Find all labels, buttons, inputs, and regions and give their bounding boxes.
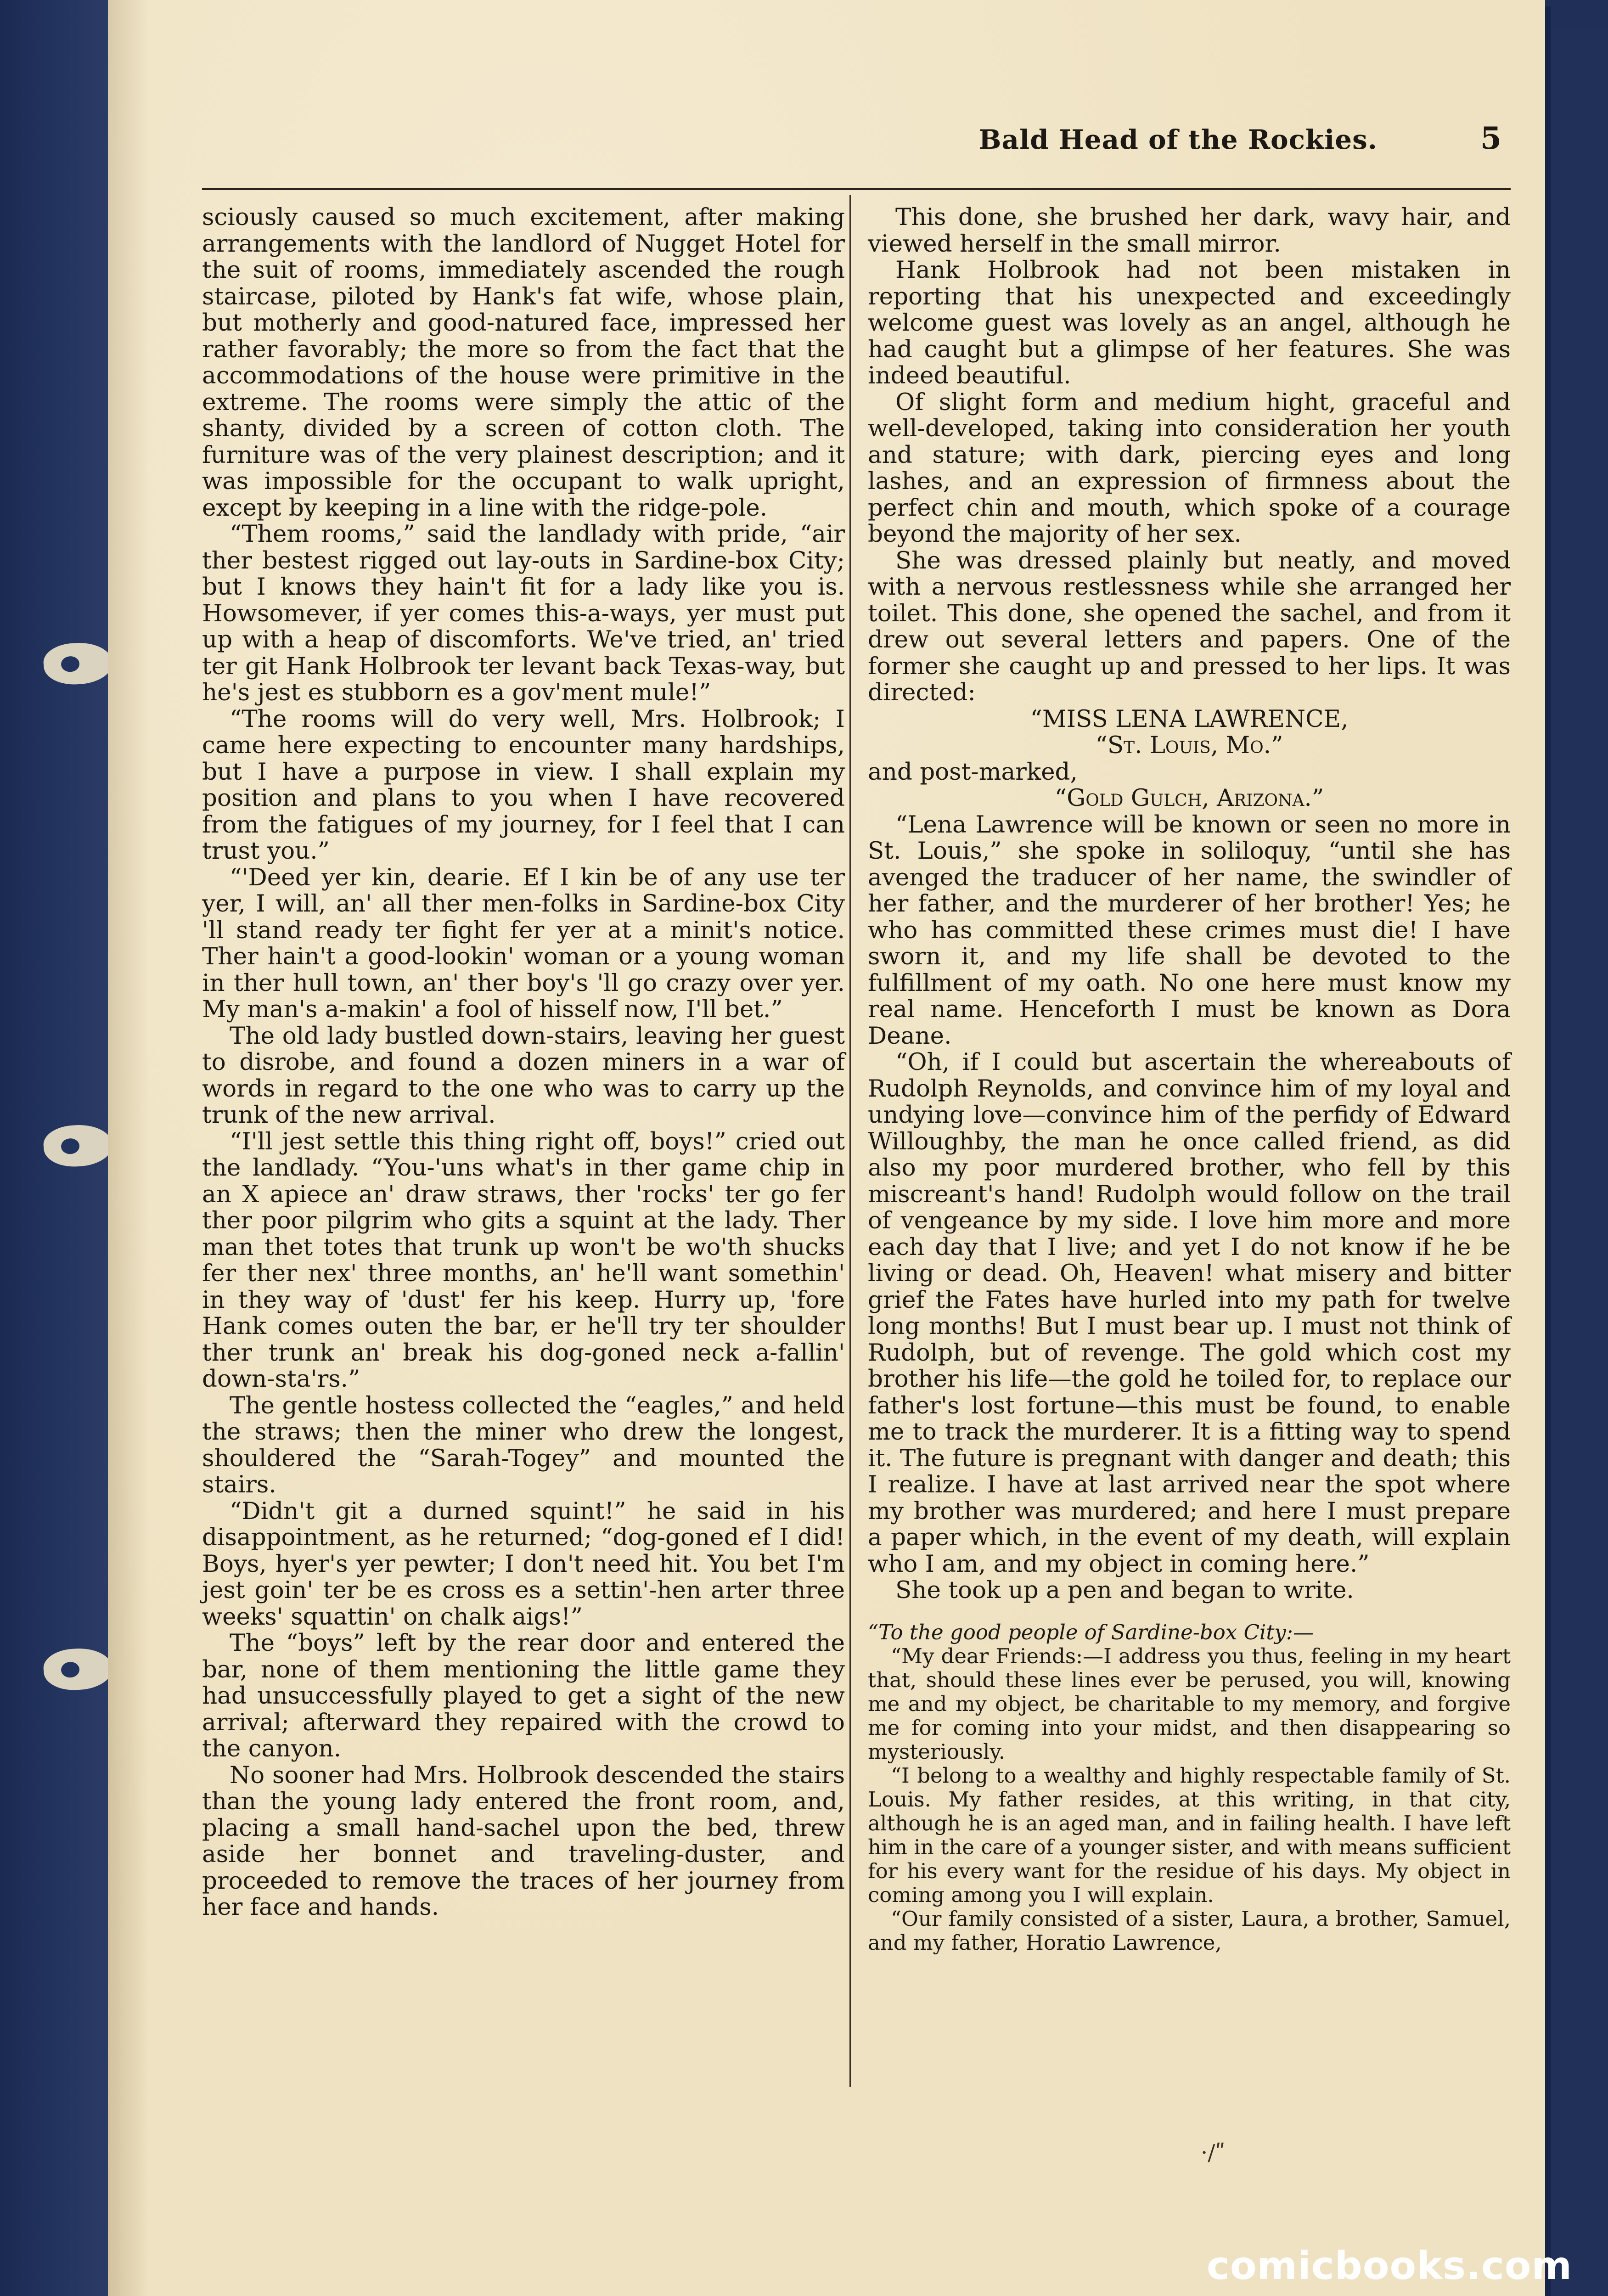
book-page bbox=[108, 0, 1545, 2296]
paragraph: This done, she brushed her dark, wavy hair, and viewed herself in the small mirror. bbox=[868, 203, 1511, 258]
letter-paragraph: “My dear Friends:—I address you thus, feeling in my heart that, should these lines ever be perused, you will, knowing me and my object, be charitable to my memory, and forgive me for coming into your midst, and then disappearing so mysteriously. bbox=[868, 1643, 1511, 1764]
letter-excerpt bbox=[868, 1621, 1511, 1955]
column-rule bbox=[849, 195, 851, 2087]
paragraph: “Oh, if I could but ascertain the whereabouts of Rudolph Reynolds, and convince him of my loyal and undying love—convince him of the perfidy of Edward Willoughby, the man he once called friend, as did also my poor murdered brother, who fell by this miscreant's hand! Rudolph would follow on the trail of vengeance by my side. I love him more and more each day that I live; and yet I do not know if he be living or dead. Oh, Heaven! what misery and bitter grief the Fates have hurled into my path for twelve long months! But I must bear up. I must not think of Rudolph, but of revenge. The gold which cost my brother his life—the gold he toiled for, to replace our father's lost fortune—this must be found, to enable me to track the murderer. It is a fitting way to spend it. The future is pregnant with danger and death; this I realize. I have at last arrived near the spot where my brother was murdered; and here I must prepare a paper which, in the event of my death, will explain who I am, and my object in coming here.” bbox=[868, 1048, 1511, 1578]
running-header bbox=[202, 0, 1511, 190]
binding-stitch bbox=[42, 1646, 114, 1692]
letter-paragraph: “I belong to a wealthy and highly respectable family of St. Louis. My father resides, at this writing, in that city, although he is an aged man, and in failing health. I have left him in the care of a younger sister, and with means sufficient for his every want for the residue of his days. My object in coming among you I will explain. bbox=[868, 1763, 1511, 1907]
paragraph: “'Deed yer kin, dearie. Ef I kin be of any use ter yer, I will, an' all ther men-folks in Sardine-box City 'll stand ready ter fight fer yer at a minit's notice. Ther hain't a good-lookin' woman or a young woman in ther hull town, an' ther boy's 'll go crazy over yer. My man's a-makin' a fool of hisself now, I'll bet.” bbox=[202, 863, 845, 1023]
binding-stitch bbox=[42, 1123, 114, 1169]
postmarked-label: and post-marked, bbox=[868, 758, 1078, 786]
watermark: comicbooks.com bbox=[1207, 2243, 1572, 2288]
paragraph: She took up a pen and began to write. bbox=[895, 1576, 1354, 1604]
postmark: “Gold Gulch, Arizona.” bbox=[1054, 784, 1324, 812]
paragraph: The gentle hostess collected the “eagles,” and held the straws; then the miner who drew the longest, shouldered the “Sarah-Togey” and mounted the stairs. bbox=[202, 1391, 845, 1498]
paragraph: “Didn't git a durned squint!” he said in his disappointment, as he returned; “dog-goned ef I did! Boys, hyer's yer pewter; I don't need hit. You bet I'm jest goin' ter be es cross es a settin'-hen arter three weeks' squattin' on chalk aigs!” bbox=[202, 1497, 845, 1631]
under-page-edge bbox=[1545, 28, 1608, 2296]
right-column bbox=[868, 204, 1511, 1955]
paragraph: “I'll jest settle this thing right off, boys!” cried out the landlady. “You-'uns what's in ther game chip in an X apiece an' draw straws, ther 'rocks' ter go fer ther poor pilgrim who gits a squint at the lady. Ther man thet totes that trunk up won't be wo'th shucks fer ther nex' three months, an' he'll want somethin' in they way of 'dust' fer his keep. Hurry up, 'fore Hank comes outen the bar, er he'll try ter shoulder ther trunk an' break his dog-goned neck a-fallin' down-sta'rs.” bbox=[202, 1127, 845, 1393]
running-title: Bald Head of thе Rockies. bbox=[978, 124, 1377, 155]
letter-salutation: “To the good people of Sardine-box City:— bbox=[868, 1620, 1314, 1644]
binding-stitch bbox=[42, 641, 114, 687]
paragraph: No sooner had Mrs. Holbrook descended the stairs than the young lady entered the front room, and, placing a small hand-sachel upon the bed, threw aside her bonnet and traveling-duster, and proceeded to remove the traces of her journey from her face and hands. bbox=[202, 1761, 845, 1921]
paragraph: She was dressed plainly but neatly, and moved with a nervous restlessness while she arranged her toilet. This done, she opened the sachel, and from it drew out several letters and papers. One of the former she caught up and pressed to her lips. It was directed: bbox=[868, 546, 1511, 706]
paragraph: “Lena Lawrence will be known or seen no more in St. Louis,” she spoke in soliloquy, “until she has avenged the traducer of her name, the swindler of her father, and the murderer of her brother! Yes; he who has committed these crimes must die! I have sworn it, and my life shall be devoted to the fulfillment of my oath. No one here must know my real name. Henceforth I must be known as Dora Deane. bbox=[868, 810, 1511, 1050]
paragraph: “Them rooms,” said the landlady with pride, “air ther bestest rigged out lay-outs in Sardine-box City; but I knows they hain't fit for a lady like you is. Howsomever, if yer comes this-a-ways, yer must put up with a heap of discomforts. We've tried, an' tried ter git Hank Holbrook ter levant back Texas-way, but he's jest es stubborn es a gov'ment mule!” bbox=[202, 520, 845, 706]
address-city: “St. Louis, Mo.” bbox=[1095, 732, 1283, 759]
page-number: 5 bbox=[1480, 120, 1501, 156]
paragraph: The old lady bustled down-stairs, leaving her guest to disrobe, and found a dozen miners in a war of words in regard to the one who was to carry up the trunk of the new arrival. bbox=[202, 1022, 845, 1129]
address-line: “MISS LENA LAWRENCE, bbox=[1030, 705, 1349, 733]
printer-mark: ·/ʺ bbox=[1201, 2140, 1226, 2166]
paragraph: Hank Holbrook had not been mistaken in reporting that his unexpected and exceedingly welcome guest was lovely as an angel, although he had caught but a glimpse of her features. She was indeed beautiful. bbox=[868, 256, 1511, 389]
paragraph: Of slight form and medium hight, graceful and well-developed, taking into consideration her youth and stature; with dark, piercing eyes and long lashes, and an expression of firmness about the perfect chin and mouth, which spoke of a courage beyond the majority of her sex. bbox=[868, 388, 1511, 548]
letter-paragraph: “Our family consisted of a sister, Laura, a brother, Samuel, and my father, Horatio Lawrence, bbox=[868, 1906, 1511, 1955]
binding-edge bbox=[0, 0, 108, 2296]
paragraph: The “boys” left by the rear door and entered the bar, none of them mentioning the little game they had unsuccessfully played to get a sight of the new arrival; afterward they repaired with the crowd to the canyon. bbox=[202, 1629, 845, 1762]
left-column bbox=[202, 204, 845, 1921]
paragraph: sciously caused so much excitement, after making arrangements with the landlord of Nugget Hotel for the suit of rooms, immediately ascended the rough staircase, piloted by Hank's fat wife, whose plain, but motherly and good-natured face, impressed her rather favorably; the more so from the fact that the accommodations of the house were primitive in the extreme. The rooms were simply the attic of the shanty, divided by a screen of cotton cloth. The furniture was of the very plainest description; and it was impossible for the occupant to walk upright, except by keeping in a line with the ridge-pole. bbox=[202, 203, 845, 522]
paragraph: “The rooms will do very well, Mrs. Holbrook; I came here expecting to encounter many hardships, but I have a purpose in view. I shall explain my position and plans to you when I have recovered from the fatigues of my journey, for I feel that I can trust you.” bbox=[202, 705, 845, 865]
